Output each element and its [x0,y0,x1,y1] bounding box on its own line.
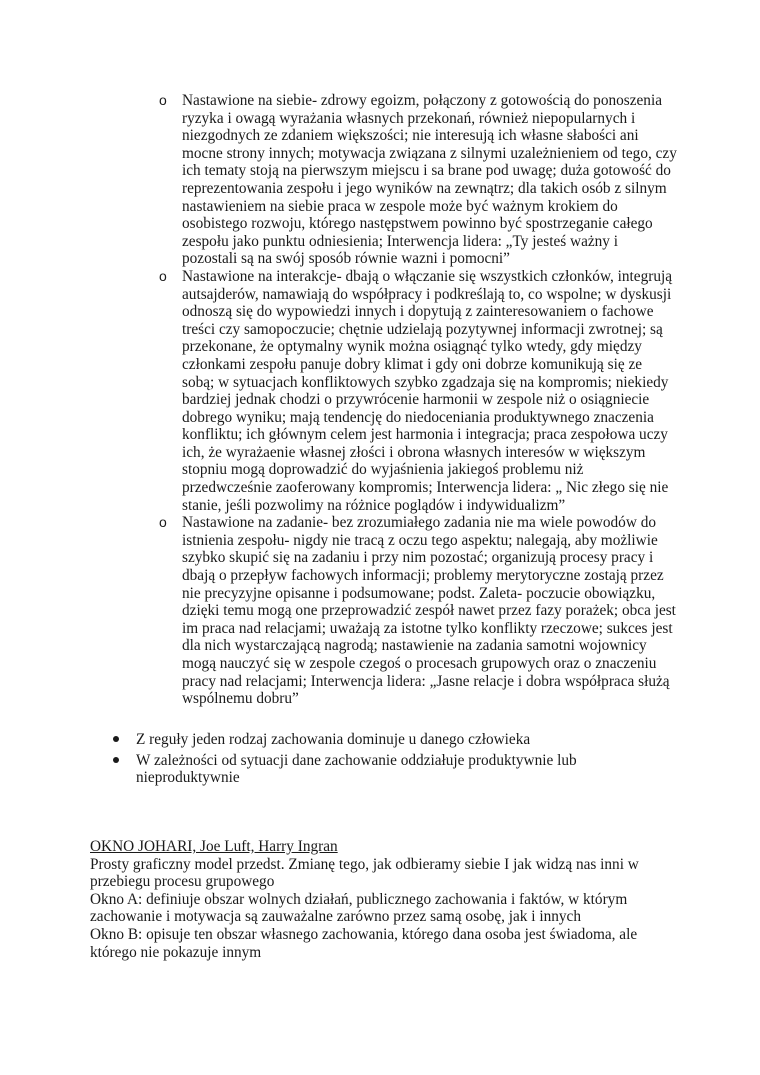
circle-bullet-icon: o [159,92,167,108]
list-item-text: Nastawione na siebie- zdrowy egoizm, połączony z gotowością do ponoszenia ryzyka i owagą wyrażania własnych przekonań, również niepopularnych i niezgodnych ze zdaniem większości; nie interesują ich własne słabości ani mocne strony innych; motywacja związana z silnymi uzależnieniem od tego, czy ich tematy stoją na pierwszym miejscu i sa brane pod uwagę; duża gotowość do reprezentowania zespołu i jego wyników na zewnątrz; dla takich osób z silnym nastawieniem na siebie praca w zespole może być ważnym krokiem do osobistego rozwoju, którego następstwem powinno być spostrzeganie całego zespołu jako punktu odniesienia; Interwencja lidera: „Ty jesteś ważny i pozostali są na swój sposób równie wazni i pomocni” [182,92,677,268]
bullet-list [110,731,650,790]
list-item [157,514,677,708]
section-heading: OKNO JOHARI, Joe Luft, Harry Ingran [90,838,338,855]
list-item [110,731,650,749]
circle-bullet-icon: o [159,267,167,284]
paragraph: Okno B: opisuje ten obszar własnego zachowania, którego dana osoba jest świadoma, ale którego nie pokazuje innym [90,925,638,961]
list-item-text: Nastawione na zadanie- bez zrozumiałego zadania nie ma wiele powodów do istnienia zespołu- nigdy nie tracą z oczu tego aspektu; nalegają, aby możliwie szybko skupić się na zadaniu i przy nim pozostać; organizują procesy pracy i dbają o przepływ fachowych informacji; problemy merytoryczne zostają przez nie precyzyjne opisanne i podsumowane; podst. Zaleta- poczucie obowiązku, dzięki temu mogą one przeprowadzić zespół nawet przez fazy porażek; obca jest im praca nad relacjami; uważają za istotne tylko konflikty rzeczowe; sukces jest dla nich wystarczającą nagrodą; nastawienie na zadania samotni wojownicy mogą nauczyć się w zespole czegoś o procesach grupowych oraz o znaczeniu pracy nad relacjami; Interwencja lidera: „Jasne relacje i dobra współpraca służą wspólnemu dobru” [182,514,676,708]
bullet-icon [113,736,119,742]
list-item-text: W zależności od sytuacji dane zachowanie oddziałuje produktywnie lub nieproduktywnie [136,751,577,787]
paragraph: Prosty graficzny model przedst. Zmianę tego, jak odbieramy siebie I jak widzą nas inni w przebiegu procesu grupowego [90,855,639,891]
list-item [157,92,677,268]
johari-section [90,838,670,961]
list-item [157,268,677,514]
behavior-types-list [157,92,677,708]
list-item [110,752,650,787]
paragraph: Okno A: definiuje obszar wolnych działań, publicznego zachowania i faktów, w którym zachowanie i motywacja są zauważalne zarówno przez samą osobę, jak i innych [90,890,628,926]
list-item-text: Nastawione na interakcje- dbają o włączanie się wszystkich członków, integrują autsajderów, namawiają do współpracy i podkreślają to, co wspolne; w dyskusji odnoszą się do wypowiedzi innych i dopytują z zainteresowaniem o fachowe treści czy samopoczucie; chętnie udzielają pozytywnej informacji zwrotnej; są przekonane, że optymalny wynik można osiągnąć tylko wtedy, gdy między członkami zespołu panuje dobry klimat i gdy oni dobrze komunikują się ze sobą; w sytuacjach konfliktowych szybko zgadzaja się na kompromis; niekiedy bardziej jednak chodzi o przywrócenie harmonii w zespole niż o osiągniecie dobrego wyniku; mają tendencję do niedoceniania produktywnego znaczenia konfliktu; ich głównym celem jest harmonia i integracja; praca zespołowa uczy ich, że wyrażaenie własnej złości i obrona własnych interesów w większym stopniu mogą doprowadzić do wyjaśnienia jakiegoś problemu niż przedwcześnie zaoferowany kompromis; Interwencja lidera: „ Nic złego się nie stanie, jeśli pozwolimy na różnice poglądów i indywidualizm” [182,267,673,514]
circle-bullet-icon: o [159,514,167,531]
bullet-icon [113,757,119,763]
list-item-text: Z reguły jeden rodzaj zachowania dominuje u danego człowieka [136,731,531,748]
